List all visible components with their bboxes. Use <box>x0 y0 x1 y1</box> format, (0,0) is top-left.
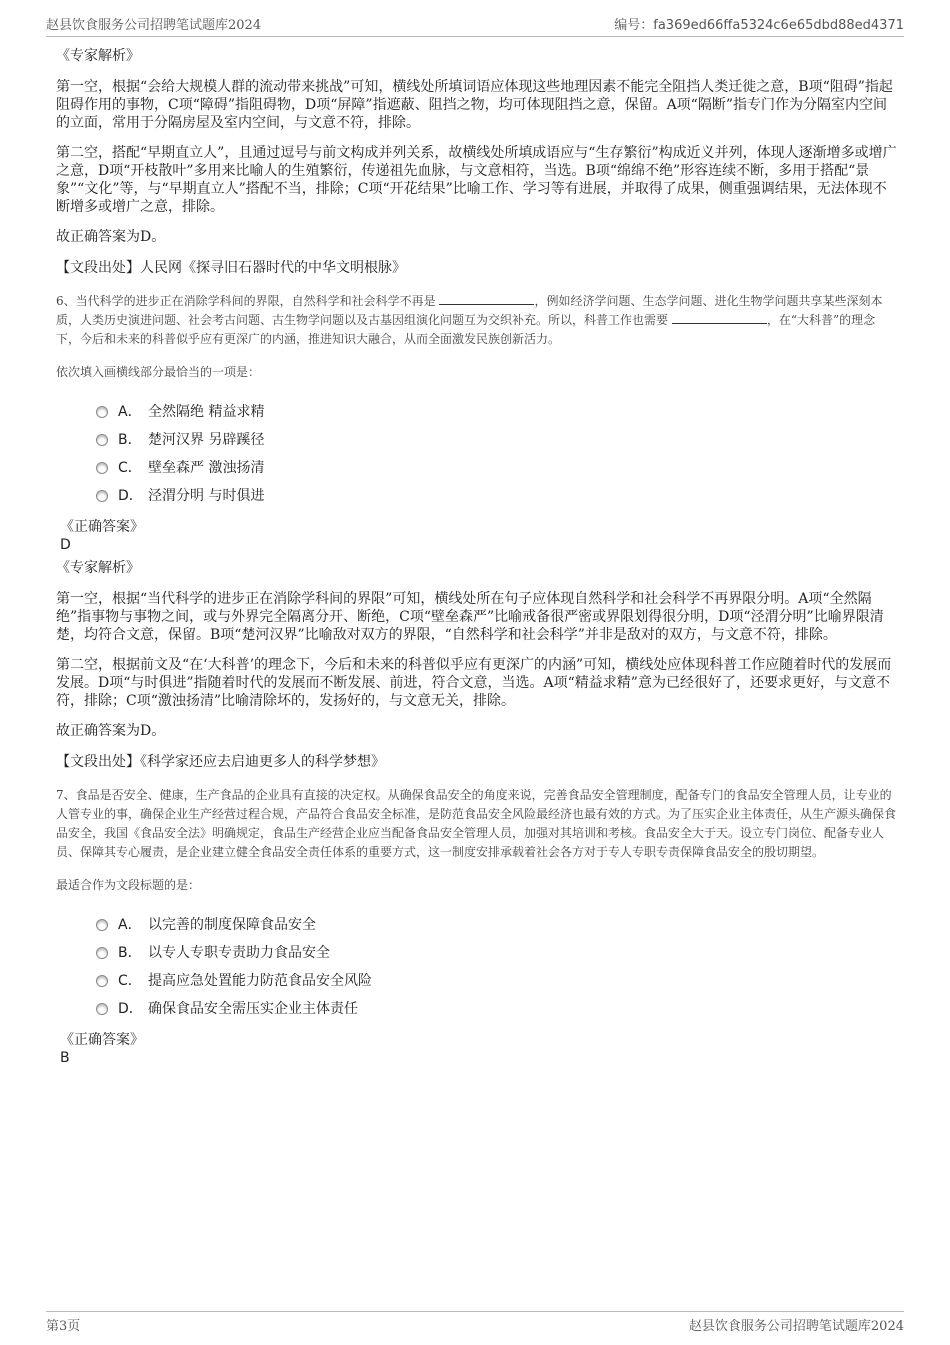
option-d[interactable] <box>96 482 898 510</box>
radio-icon[interactable] <box>96 490 108 502</box>
radio-icon[interactable] <box>96 975 108 987</box>
option-c[interactable] <box>96 454 898 482</box>
options-list <box>96 911 898 1023</box>
radio-icon[interactable] <box>96 462 108 474</box>
analysis-conclusion: 故正确答案为D。 <box>56 723 166 739</box>
analysis-paragraph: 第二空，搭配“早期直立人”，且通过逗号与前文构成并列关系，故横线处所填成语应与“生存繁衍”构成近义并列，体现人逐渐增多或增广之意，D项“开枝散叶”多用来比喻人的生殖繁衍，传递祖先血脉，与文意相符，当选。B项“绵绵不绝”形容连续不断，多用于搭配“景象”“文化”等，与“早期直立人”搭配不当，排除；C项“开花结果”比喻工作、学习等有进展，并取得了成果，侧重强调结果，无法体现不断增多或增广之意，排除。 <box>56 145 897 215</box>
question-prompt: 依次填入画横线部分最恰当的一项是： <box>56 365 261 379</box>
option-key: B． <box>118 432 142 448</box>
option-text: 泾渭分明 与时俱进 <box>148 488 265 504</box>
option-key: C． <box>118 460 142 476</box>
fill-blank <box>439 293 534 305</box>
header-code: 编号：fa369ed66ffa5324c6e65dbd88ed4371 <box>614 18 904 33</box>
option-c[interactable] <box>96 967 898 995</box>
analysis-label: 《专家解析》 <box>56 48 140 64</box>
radio-icon[interactable] <box>96 919 108 931</box>
radio-icon[interactable] <box>96 434 108 446</box>
analysis-paragraph: 第一空，根据“会给大规模人群的流动带来挑战”可知，横线处所填词语应体现这些地理因素不能完全阻挡人类迁徙之意，B项“阻碍”指起阻碍作用的事物，C项“障碍”指阻碍物，D项“屏障”指遮蔽、阻挡之物，均可体现阻挡之意，保留。A项“隔断”指专门作为分隔室内空间的立面，常用于分隔房屋及室内空间，与文意不符，排除。 <box>56 79 893 131</box>
question-text-part: 6、当代科学的进步正在消除学科间的界限，自然科学和社会科学不再是 <box>56 294 436 308</box>
question-text-part: ，例如经济学问题、生态学问题、进化生物学问题共享某些深刻本质，人类历史演进问题、社会考古问题、古生物学问题以及古基因组演化问题互为交织补充。所以，科普工作也需要 <box>56 294 883 327</box>
option-text: 确保食品安全需压实企业主体责任 <box>148 1001 358 1017</box>
analysis-paragraph: 第一空，根据“当代科学的进步正在消除学科间的界限”可知，横线处所在句子应体现自然科学和社会科学不再界限分明。A项“全然隔绝”指事物与事物之间，或与外界完全隔离分开、断绝，C项“壁垒森严”比喻戒备很严密或界限划得很分明，D项“泾渭分明”比喻界限清楚，均符合文意，保留。B项“楚河汉界”比喻敌对双方的界限，“自然科学和社会科学”并非是敌对的双方，与文意不符，排除。 <box>56 591 884 643</box>
radio-icon[interactable] <box>96 947 108 959</box>
option-text: 以专人专职专责助力食品安全 <box>148 945 330 961</box>
option-b[interactable] <box>96 939 898 967</box>
option-a[interactable] <box>96 398 898 426</box>
option-key: A． <box>118 917 142 933</box>
option-text: 楚河汉界 另辟蹊径 <box>148 432 265 448</box>
analysis-paragraph: 第二空，根据前文及“在‘大科普’的理念下，今后和未来的科普似乎应有更深广的内涵”可知，横线处应体现科普工作应随着时代的发展而发展。D项“与时俱进”指随着时代的发展而不断发展、前进，符合文意，当选。A项“精益求精”意为已经很好了，还要求更好，与文意不符，排除；C项“激浊扬清”比喻清除坏的，发扬好的，与文意无关，排除。 <box>56 657 892 709</box>
question-6-text <box>56 292 898 349</box>
answer-label: 《正确答案》 <box>60 1032 144 1048</box>
option-key: B． <box>118 945 142 961</box>
fill-blank <box>672 312 767 324</box>
answer-label: 《正确答案》 <box>60 519 144 535</box>
option-text: 壁垒森严 激浊扬清 <box>148 460 265 476</box>
analysis-conclusion: 故正确答案为D。 <box>56 229 166 245</box>
answer-value: B <box>60 1050 70 1066</box>
page-content <box>56 46 898 1071</box>
radio-icon[interactable] <box>96 1003 108 1015</box>
page-footer <box>46 1311 904 1335</box>
radio-icon[interactable] <box>96 406 108 418</box>
question-prompt: 最适合作为文段标题的是： <box>56 878 201 892</box>
option-key: A． <box>118 404 142 420</box>
analysis-label: 《专家解析》 <box>56 560 140 576</box>
page-header <box>46 14 904 37</box>
option-key: D． <box>118 488 143 504</box>
option-a[interactable] <box>96 911 898 939</box>
option-b[interactable] <box>96 426 898 454</box>
option-text: 以完善的制度保障食品安全 <box>148 917 316 933</box>
source-citation: 【文段出处】《科学家还应去启迪更多人的科学梦想》 <box>56 754 385 770</box>
option-key: D． <box>118 1001 143 1017</box>
page-number: 第3页 <box>46 1319 81 1334</box>
question-text-part: ，在“大科普”的理念下，今后和未来的科普似乎应有更深广的内涵，推进知识大融合，从而全面激发民族创新活力。 <box>56 313 876 346</box>
option-text: 全然隔绝 精益求精 <box>148 404 265 420</box>
option-d[interactable] <box>96 995 898 1023</box>
source-citation: 【文段出处】人民网《探寻旧石器时代的中华文明根脉》 <box>56 260 406 276</box>
options-list <box>96 398 898 510</box>
question-7-text: 7、食品是否安全、健康，生产食品的企业具有直接的决定权。从确保食品安全的角度来说，完善食品安全管理制度，配备专门的食品安全管理人员，让专业的人管专业的事，确保企业生产经营过程合规，产品符合食品安全标准，是防范食品安全风险最经济也最有效的方式。为了压实企业主体责任，从生产源头确保食品安全，我国《食品安全法》明确规定，食品生产经营企业应当配备食品安全管理人员，加强对其培训和考核。食品安全大于天。设立专门岗位、配备专业人员、保障其专心履责，是企业建立健全食品安全责任体系的重要方式，这一制度安排承载着社会各方对于专人专职专责保障食品安全的殷切期望。 <box>56 788 897 859</box>
answer-value: D <box>60 537 71 553</box>
option-key: C． <box>118 973 142 989</box>
option-text: 提高应急处置能力防范食品安全风险 <box>148 973 372 989</box>
footer-title: 赵县饮食服务公司招聘笔试题库2024 <box>688 1319 904 1334</box>
header-title: 赵县饮食服务公司招聘笔试题库2024 <box>46 18 262 33</box>
